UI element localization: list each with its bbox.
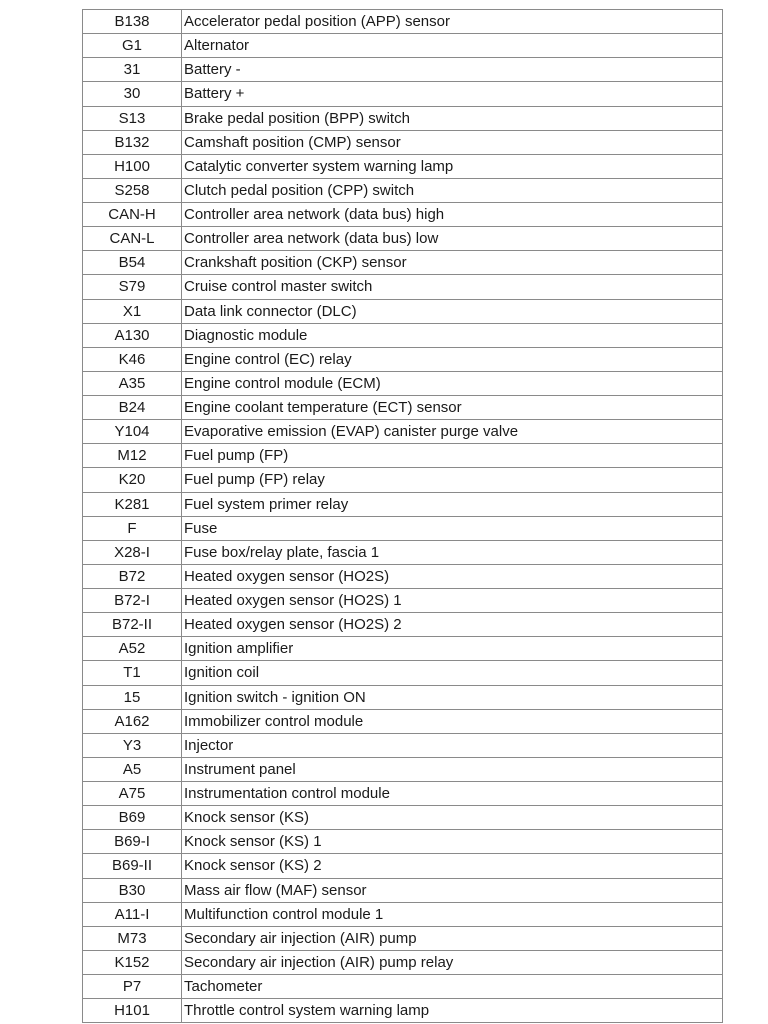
component-code-cell: P7 bbox=[83, 975, 182, 999]
table-row bbox=[83, 613, 723, 637]
table-row bbox=[83, 661, 723, 685]
component-description-cell: Immobilizer control module bbox=[182, 709, 723, 733]
component-description-cell: Throttle control system warning lamp bbox=[182, 999, 723, 1023]
component-legend-table bbox=[82, 9, 723, 1023]
component-code-cell: Y104 bbox=[83, 420, 182, 444]
component-description-cell: Clutch pedal position (CPP) switch bbox=[182, 178, 723, 202]
table-row bbox=[83, 371, 723, 395]
table-body bbox=[83, 10, 723, 1023]
component-description-cell: Brake pedal position (BPP) switch bbox=[182, 106, 723, 130]
component-code-cell: M73 bbox=[83, 926, 182, 950]
table-row bbox=[83, 516, 723, 540]
component-description-cell: Battery - bbox=[182, 58, 723, 82]
table-row bbox=[83, 902, 723, 926]
component-code-cell: H101 bbox=[83, 999, 182, 1023]
table-row bbox=[83, 733, 723, 757]
component-code-cell: K281 bbox=[83, 492, 182, 516]
component-description-cell: Diagnostic module bbox=[182, 323, 723, 347]
component-description-cell: Engine coolant temperature (ECT) sensor bbox=[182, 396, 723, 420]
component-code-cell: 15 bbox=[83, 685, 182, 709]
component-code-cell: S258 bbox=[83, 178, 182, 202]
table-row bbox=[83, 178, 723, 202]
component-description-cell: Controller area network (data bus) high bbox=[182, 203, 723, 227]
component-code-cell: B72 bbox=[83, 564, 182, 588]
component-description-cell: Ignition amplifier bbox=[182, 637, 723, 661]
table-row bbox=[83, 685, 723, 709]
component-description-cell: Controller area network (data bus) low bbox=[182, 227, 723, 251]
component-description-cell: Alternator bbox=[182, 34, 723, 58]
component-description-cell: Evaporative emission (EVAP) canister purge valve bbox=[182, 420, 723, 444]
table-row bbox=[83, 203, 723, 227]
table-row bbox=[83, 999, 723, 1023]
component-code-cell: B24 bbox=[83, 396, 182, 420]
table-row bbox=[83, 396, 723, 420]
component-code-cell: A35 bbox=[83, 371, 182, 395]
table-row bbox=[83, 854, 723, 878]
component-code-cell: S13 bbox=[83, 106, 182, 130]
table-row bbox=[83, 757, 723, 781]
component-description-cell: Catalytic converter system warning lamp bbox=[182, 154, 723, 178]
component-code-cell: B30 bbox=[83, 878, 182, 902]
component-code-cell: B69-I bbox=[83, 830, 182, 854]
table-row bbox=[83, 492, 723, 516]
component-code-cell: A11-I bbox=[83, 902, 182, 926]
component-description-cell: Heated oxygen sensor (HO2S) 2 bbox=[182, 613, 723, 637]
component-code-cell: A52 bbox=[83, 637, 182, 661]
component-description-cell: Knock sensor (KS) bbox=[182, 806, 723, 830]
table-row bbox=[83, 82, 723, 106]
component-description-cell: Secondary air injection (AIR) pump relay bbox=[182, 950, 723, 974]
component-code-cell: S79 bbox=[83, 275, 182, 299]
component-description-cell: Fuel pump (FP) bbox=[182, 444, 723, 468]
component-code-cell: M12 bbox=[83, 444, 182, 468]
component-description-cell: Battery + bbox=[182, 82, 723, 106]
component-code-cell: 30 bbox=[83, 82, 182, 106]
table-row bbox=[83, 950, 723, 974]
component-description-cell: Fuel pump (FP) relay bbox=[182, 468, 723, 492]
table-row bbox=[83, 130, 723, 154]
component-code-cell: T1 bbox=[83, 661, 182, 685]
table-row bbox=[83, 106, 723, 130]
table-row bbox=[83, 299, 723, 323]
component-code-cell: B72-II bbox=[83, 613, 182, 637]
component-code-cell: B54 bbox=[83, 251, 182, 275]
component-code-cell: F bbox=[83, 516, 182, 540]
component-code-cell: G1 bbox=[83, 34, 182, 58]
component-code-cell: B69 bbox=[83, 806, 182, 830]
component-description-cell: Multifunction control module 1 bbox=[182, 902, 723, 926]
component-code-cell: A130 bbox=[83, 323, 182, 347]
table-row bbox=[83, 420, 723, 444]
component-description-cell: Fuse bbox=[182, 516, 723, 540]
table-row bbox=[83, 10, 723, 34]
component-description-cell: Heated oxygen sensor (HO2S) bbox=[182, 564, 723, 588]
component-description-cell: Ignition coil bbox=[182, 661, 723, 685]
component-code-cell: X28-I bbox=[83, 540, 182, 564]
component-description-cell: Fuse box/relay plate, fascia 1 bbox=[182, 540, 723, 564]
component-code-cell: Y3 bbox=[83, 733, 182, 757]
table-row bbox=[83, 468, 723, 492]
table-row bbox=[83, 444, 723, 468]
component-description-cell: Engine control module (ECM) bbox=[182, 371, 723, 395]
table-row bbox=[83, 251, 723, 275]
component-code-cell: A75 bbox=[83, 782, 182, 806]
component-code-cell: 31 bbox=[83, 58, 182, 82]
table-row bbox=[83, 878, 723, 902]
component-code-cell: B69-II bbox=[83, 854, 182, 878]
component-description-cell: Knock sensor (KS) 1 bbox=[182, 830, 723, 854]
component-code-cell: X1 bbox=[83, 299, 182, 323]
component-code-cell: CAN-L bbox=[83, 227, 182, 251]
component-code-cell: B138 bbox=[83, 10, 182, 34]
component-description-cell: Tachometer bbox=[182, 975, 723, 999]
table-row bbox=[83, 540, 723, 564]
component-code-cell: CAN-H bbox=[83, 203, 182, 227]
component-description-cell: Mass air flow (MAF) sensor bbox=[182, 878, 723, 902]
table-row bbox=[83, 926, 723, 950]
table-row bbox=[83, 34, 723, 58]
component-description-cell: Crankshaft position (CKP) sensor bbox=[182, 251, 723, 275]
component-description-cell: Accelerator pedal position (APP) sensor bbox=[182, 10, 723, 34]
table-row bbox=[83, 806, 723, 830]
table-row bbox=[83, 709, 723, 733]
table-row bbox=[83, 275, 723, 299]
table-row bbox=[83, 154, 723, 178]
component-description-cell: Knock sensor (KS) 2 bbox=[182, 854, 723, 878]
component-code-cell: K20 bbox=[83, 468, 182, 492]
table-row bbox=[83, 782, 723, 806]
table-row bbox=[83, 564, 723, 588]
table-row bbox=[83, 975, 723, 999]
component-description-cell: Fuel system primer relay bbox=[182, 492, 723, 516]
component-code-cell: K46 bbox=[83, 347, 182, 371]
component-code-cell: H100 bbox=[83, 154, 182, 178]
component-description-cell: Ignition switch - ignition ON bbox=[182, 685, 723, 709]
component-code-cell: K152 bbox=[83, 950, 182, 974]
table-row bbox=[83, 637, 723, 661]
component-description-cell: Engine control (EC) relay bbox=[182, 347, 723, 371]
table-row bbox=[83, 323, 723, 347]
component-description-cell: Data link connector (DLC) bbox=[182, 299, 723, 323]
component-description-cell: Cruise control master switch bbox=[182, 275, 723, 299]
component-description-cell: Injector bbox=[182, 733, 723, 757]
component-code-cell: B72-I bbox=[83, 589, 182, 613]
table-row bbox=[83, 227, 723, 251]
component-description-cell: Instrument panel bbox=[182, 757, 723, 781]
component-description-cell: Instrumentation control module bbox=[182, 782, 723, 806]
table-row bbox=[83, 830, 723, 854]
component-description-cell: Secondary air injection (AIR) pump bbox=[182, 926, 723, 950]
table-row bbox=[83, 347, 723, 371]
component-description-cell: Heated oxygen sensor (HO2S) 1 bbox=[182, 589, 723, 613]
component-description-cell: Camshaft position (CMP) sensor bbox=[182, 130, 723, 154]
component-code-cell: B132 bbox=[83, 130, 182, 154]
component-code-cell: A162 bbox=[83, 709, 182, 733]
table-row bbox=[83, 58, 723, 82]
component-code-cell: A5 bbox=[83, 757, 182, 781]
table-row bbox=[83, 589, 723, 613]
